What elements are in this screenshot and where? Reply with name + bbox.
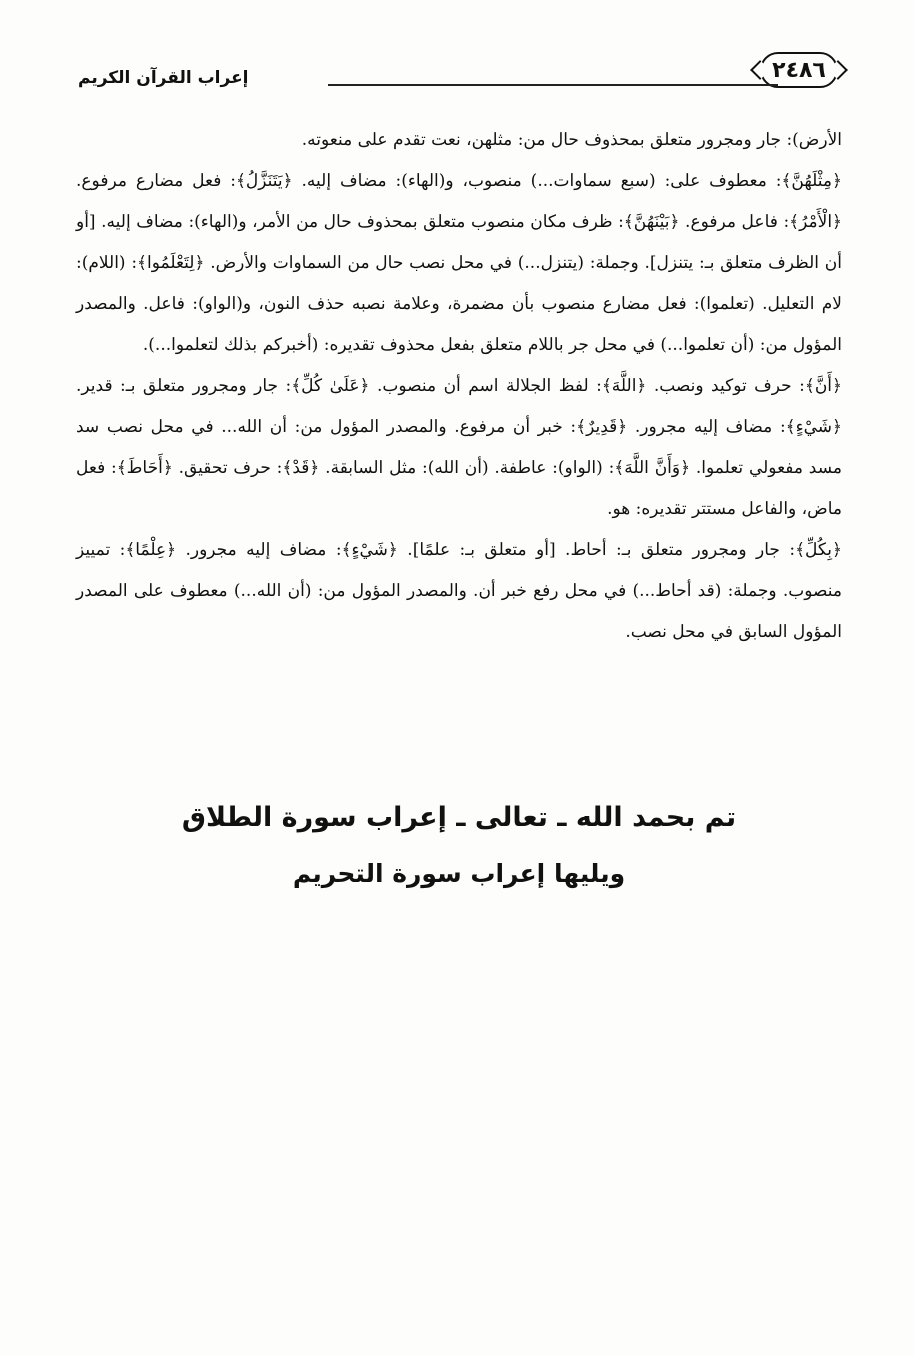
paragraph: ﴿مِثْلَهُنَّ﴾: معطوف على: (سبع سماوات...) منصوب، و(الهاء): مضاف إليه. ﴿يَتَنَزَّلُ﴾: فعل مضارع مرفوع. ﴿الْأَمْرُ﴾: فاعل مرفوع. ﴿بَيْنَهُنَّ﴾: ظرف مكان منصوب متعلق بمحذوف حال من الأمر، و(الهاء): مضاف إليه. [أو أن الظرف متعلق بـ: يتنزل]. وجملة: (يتنزل...) في محل نصب حال من السماوات والأرض. ﴿لِتَعْلَمُوا﴾: (اللام): لام التعليل. (تعلموا): فعل مضارع منصوب بأن مضمرة، وعلامة نصبه حذف النون، و(الواو): فاعل. والمصدر المؤول من: (أن تعلموا...) في محل جر باللام متعلق بفعل محذوف تقديره: (أخبركم بذلك لتعلموا...). (76, 171, 842, 355)
paragraph: ﴿بِكُلِّ﴾: جار ومجرور متعلق بـ: أحاط. [أو متعلق بـ: علمًا]. ﴿شَيْءٍ﴾: مضاف إليه مجرور. ﴿عِلْمًا﴾: تمييز منصوب. وجملة: (قد أحاط...) في محل رفع خبر أن. والمصدر المؤول من: (أن الله...) معطوف على المصدر المؤول السابق في محل نصب. (76, 540, 842, 642)
running-title: إعراب القرآن الكريم (78, 68, 249, 88)
closing-note (76, 790, 842, 902)
page-number: ٢٤٨٦ (760, 52, 838, 88)
header-rule (328, 84, 778, 86)
page-header (78, 50, 838, 100)
closing-line-next-surah: ويليها إعراب سورة التحريم (292, 859, 626, 888)
paragraph: ﴿أَنَّ﴾: حرف توكيد ونصب. ﴿اللَّهَ﴾: لفظ الجلالة اسم أن منصوب. ﴿عَلَىٰ كُلِّ﴾: جار ومجرور متعلق بـ: قدير. ﴿شَيْءٍ﴾: مضاف إليه مجرور. ﴿قَدِيرٌ﴾: خبر أن مرفوع. والمصدر المؤول من: أن الله... في محل نصب سد مسد مفعولي تعلموا. ﴿وَأَنَّ اللَّهَ﴾: (الواو): عاطفة. (أن الله): مثل السابقة. ﴿قَدْ﴾: حرف تحقيق. ﴿أَحَاطَ﴾: فعل ماض، والفاعل مستتر تقديره: هو. (76, 376, 842, 519)
closing-line-completion: تم بحمد الله ـ تعالى ـ إعراب سورة الطلاق (181, 802, 737, 833)
body-text (76, 120, 842, 653)
paragraph: الأرض): جار ومجرور متعلق بمحذوف حال من: مثلهن، نعت تقدم على منعوته. (301, 130, 842, 150)
